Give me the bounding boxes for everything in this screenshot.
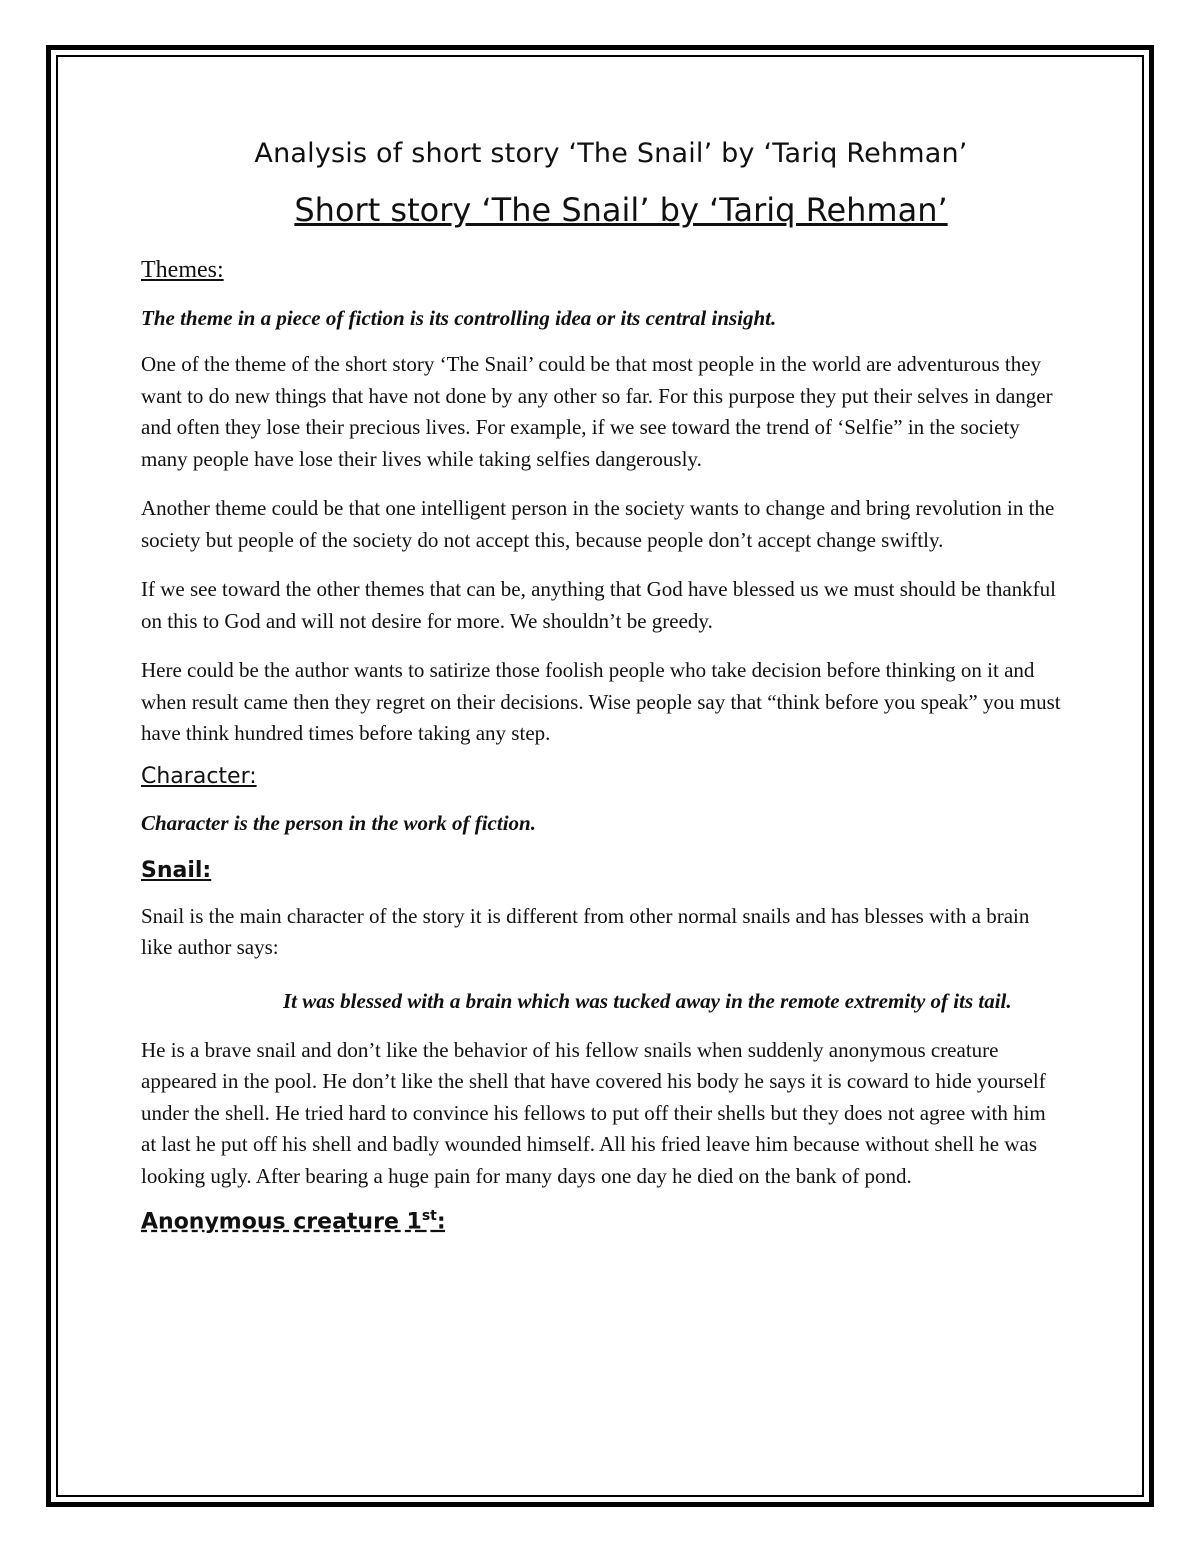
snail-intro: Snail is the main character of the story it is different from other normal snails and has blesses with a brain like author says: [141,903,1030,959]
document-subtitle: Short story ‘The Snail’ by ‘Tariq Rehman’ [294,191,948,229]
themes-paragraph-3: If we see toward the other themes that can be, anything that God have blessed us we must should be thankful on this to God and will not desire for more. We shouldn’t be greedy. [141,577,1057,633]
anonymous-creature-heading-text: Anonymous creature 1 [141,1209,422,1235]
themes-heading: Themes: [141,257,224,283]
character-heading: Character: [141,763,257,789]
anonymous-creature-heading [141,1208,1061,1234]
anonymous-creature-heading-sup: st [421,1208,437,1224]
snail-heading: Snail: [141,857,212,883]
anonymous-creature-heading-colon: : [436,1209,446,1235]
document-title: Analysis of short story ‘The Snail’ by ‘Tariq Rehman’ [254,138,968,169]
snail-quote: It was blessed with a brain which was tucked away in the remote extremity of its tail. [283,988,1012,1013]
snail-description: He is a brave snail and don’t like the behavior of his fellow snails when suddenly anonymous creature appeared in the pool. He don’t like the shell that have covered his body he says it is coward to hide yourself under the shell. He tried hard to convince his fellows to put off their shells but they does not agree with him at last he put off his shell and badly wounded himself. All his fried leave him because without shell he was looking ugly. After bearing a huge pain for many days one day he died on the bank of pond. [141,1037,1046,1188]
themes-paragraph-1: One of the theme of the short story ‘The Snail’ could be that most people in the world are adventurous they want to do new things that have not done by any other so far. For this purpose they put their selves in danger and often they lose their precious lives. For example, if we see toward the trend of ‘Selfie” in the society many people have lose their lives while taking selfies dangerously. [141,352,1053,471]
themes-definition: The theme in a piece of fiction is its controlling idea or its central insight. [141,306,777,330]
themes-paragraph-2: Another theme could be that one intelligent person in the society wants to change and bring revolution in the society but people of the society do not accept this, because people don’t accept change swiftly. [141,496,1055,552]
themes-paragraph-4: Here could be the author wants to satirize those foolish people who take decision before thinking on it and when result came then they regret on their decisions. Wise people say that “think before you speak” you must have think hundred times before taking any step. [141,658,1061,745]
document-body [141,138,1061,1234]
character-definition: Character is the person in the work of fiction. [141,810,536,835]
